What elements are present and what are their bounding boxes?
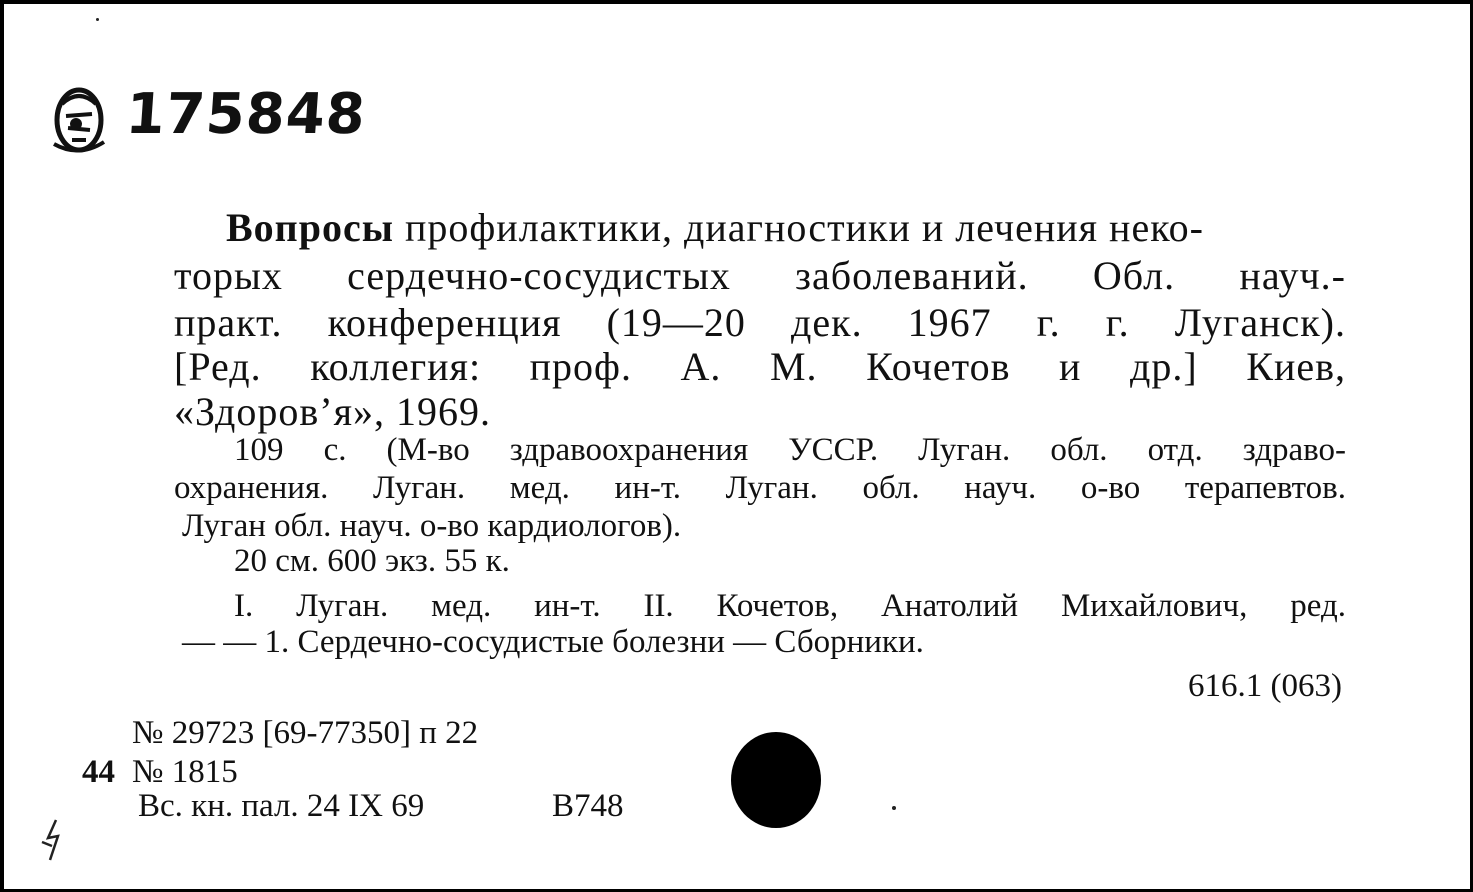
title-line-1-rest: профилактики, диагностики и лечения неко-: [404, 205, 1204, 250]
record-code: В748: [552, 788, 624, 824]
size-and-price: 20 см. 600 экз. 55 к.: [234, 543, 510, 579]
tracing-line-2: — — 1. Сердечно-сосудистые болезни — Сборники.: [182, 624, 924, 660]
title-line-4: [Ред. коллегия: проф. А. М. Кочетов и др.] Киев,: [174, 344, 1346, 389]
speck-mark: [96, 18, 99, 21]
record-number-line: № 29723 [69-77350] п 22: [132, 715, 479, 751]
title-main-word: Вопросы: [226, 205, 394, 250]
udc-classification: 616.1 (063): [1188, 668, 1342, 704]
title-line-5: «Здоров’я», 1969.: [174, 389, 491, 434]
speck-mark: [892, 806, 896, 810]
handwritten-mark-icon: [34, 816, 68, 864]
handwritten-accession-number: 175848: [123, 82, 369, 147]
collation-line-1: 109 с. (М-во здравоохранения УССР. Луган. обл. отд. здраво-: [234, 432, 1346, 468]
title-line-3: практ. конференция (19—20 дек. 1967 г. г. Луганск).: [174, 300, 1346, 345]
collation-line-2: охранения. Луган. мед. ин-т. Луган. обл. науч. о-во терапевтов.: [174, 470, 1346, 506]
record-order-line: № 1815: [132, 754, 238, 790]
title-line-2: торых сердечно-сосудистых заболеваний. Обл. науч.-: [174, 253, 1346, 298]
punch-hole: [731, 732, 821, 828]
library-stamp-icon: [48, 84, 110, 156]
record-prefix: 44: [82, 754, 115, 790]
title-line-1: [226, 205, 1346, 250]
tracing-line-1: I. Луган. мед. ин-т. II. Кочетов, Анатолий Михайлович, ред.: [234, 588, 1346, 624]
record-chamber-line: Вс. кн. пал. 24 IX 69: [138, 788, 425, 824]
collation-line-3: Луган обл. науч. о-во кардиологов).: [182, 508, 682, 544]
